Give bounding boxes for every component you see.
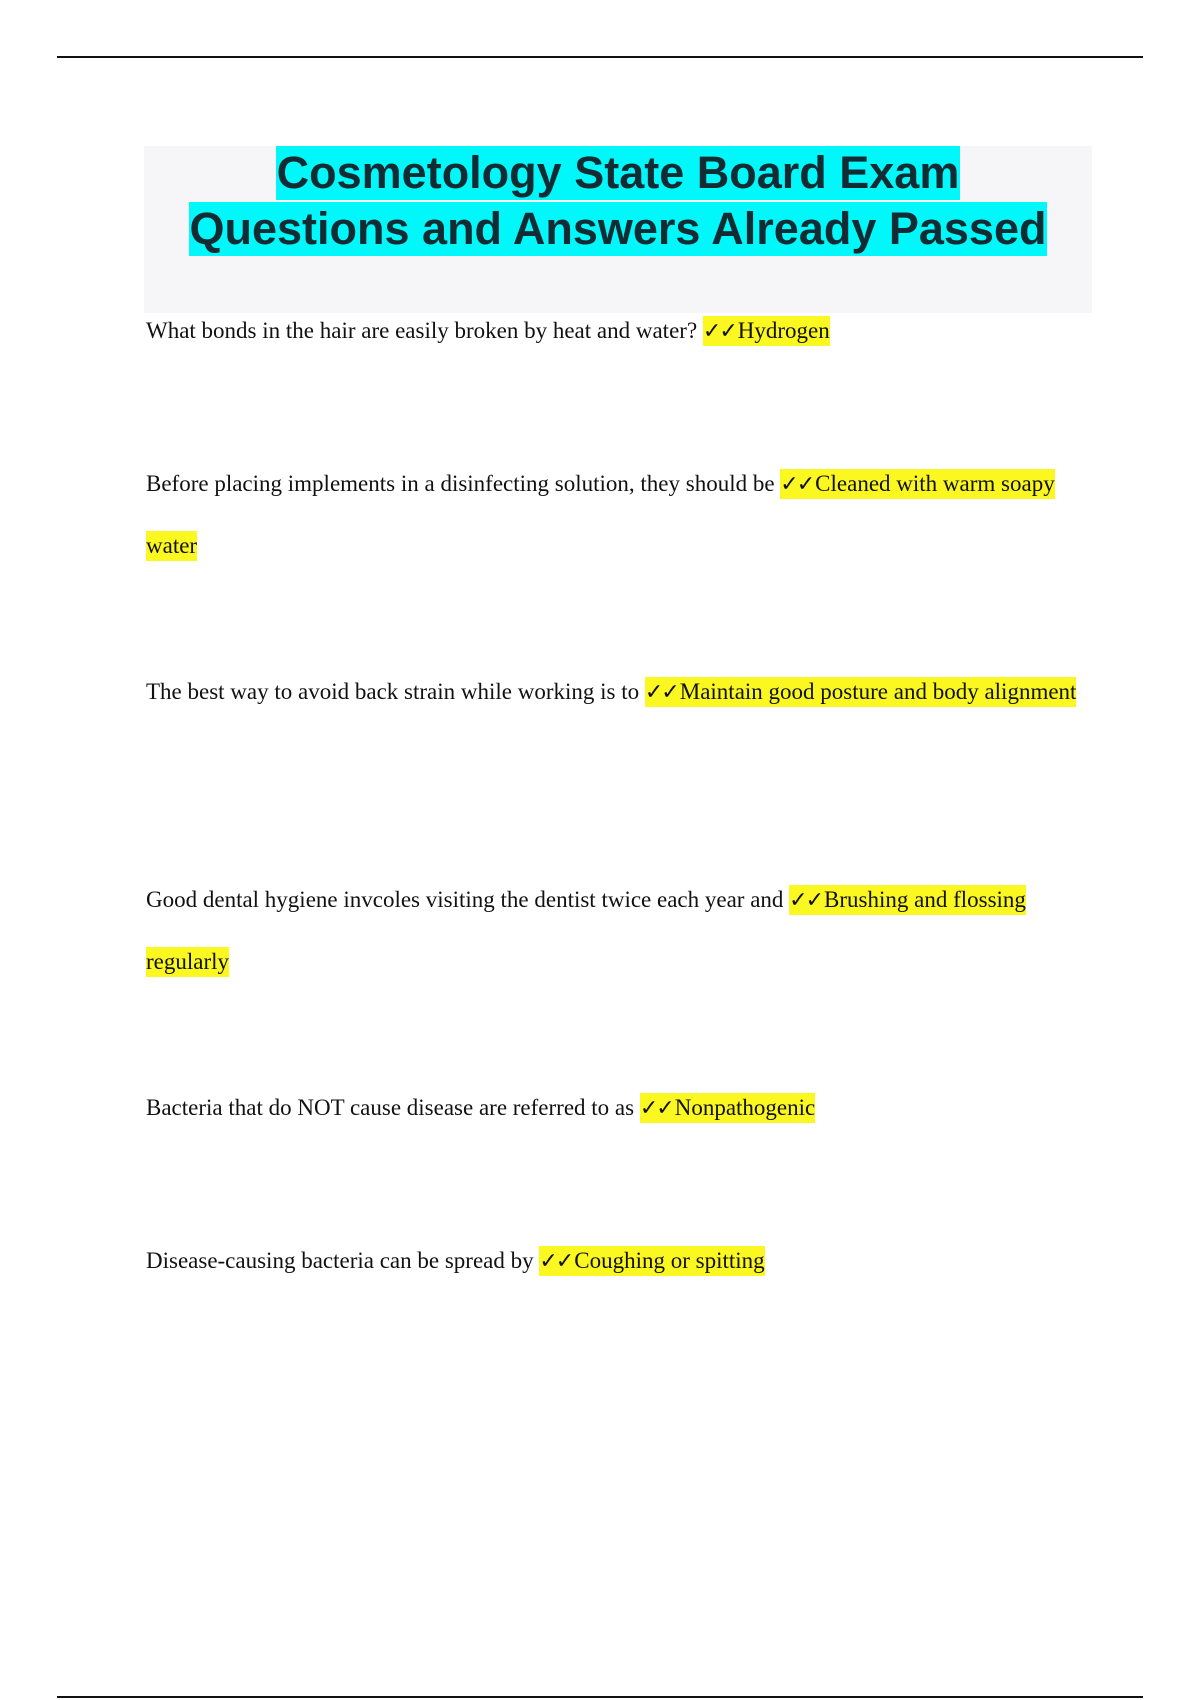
answer-highlight xyxy=(703,316,830,346)
qa-item xyxy=(146,1230,1086,1292)
question-text: The best way to avoid back strain while working is to xyxy=(146,679,645,704)
question-text: What bonds in the hair are easily broken by heat and water? xyxy=(146,318,703,343)
answer-text: Brushing and flossing regularly xyxy=(146,887,1026,974)
answer-text: Maintain good posture and body alignment xyxy=(679,679,1077,704)
qa-item xyxy=(146,661,1086,723)
question-text: Disease-causing bacteria can be spread by xyxy=(146,1248,540,1273)
title-line-2: Questions and Answers Already Passed xyxy=(189,203,1047,254)
qa-item xyxy=(146,1077,1086,1139)
qa-item xyxy=(146,300,1086,362)
double-check-icon: ✓✓ xyxy=(789,888,823,913)
question-text: Before placing implements in a disinfecting solution, they should be xyxy=(146,471,781,496)
document-title xyxy=(144,146,1092,313)
answer-text: Coughing or spitting xyxy=(574,1248,765,1273)
qa-item xyxy=(146,453,1086,576)
top-rule xyxy=(57,56,1143,58)
double-check-icon: ✓✓ xyxy=(644,680,678,705)
answer-highlight xyxy=(640,1093,815,1123)
double-check-icon: ✓✓ xyxy=(702,319,736,344)
double-check-icon: ✓✓ xyxy=(539,1249,573,1274)
qa-item xyxy=(146,869,1086,992)
question-text: Bacteria that do NOT cause disease are referred to as xyxy=(146,1095,640,1120)
double-check-icon: ✓✓ xyxy=(639,1096,673,1121)
answer-highlight xyxy=(645,677,1077,707)
bottom-rule xyxy=(57,1696,1143,1698)
answer-text: Cleaned with warm soapy water xyxy=(146,471,1055,558)
title-line-1: Cosmetology State Board Exam xyxy=(276,147,960,198)
answer-text: Nonpathogenic xyxy=(674,1095,816,1120)
question-text: Good dental hygiene invcoles visiting the dentist twice each year and xyxy=(146,887,790,912)
answer-text: Hydrogen xyxy=(737,318,830,343)
double-check-icon: ✓✓ xyxy=(780,472,814,497)
answer-highlight xyxy=(539,1246,764,1276)
